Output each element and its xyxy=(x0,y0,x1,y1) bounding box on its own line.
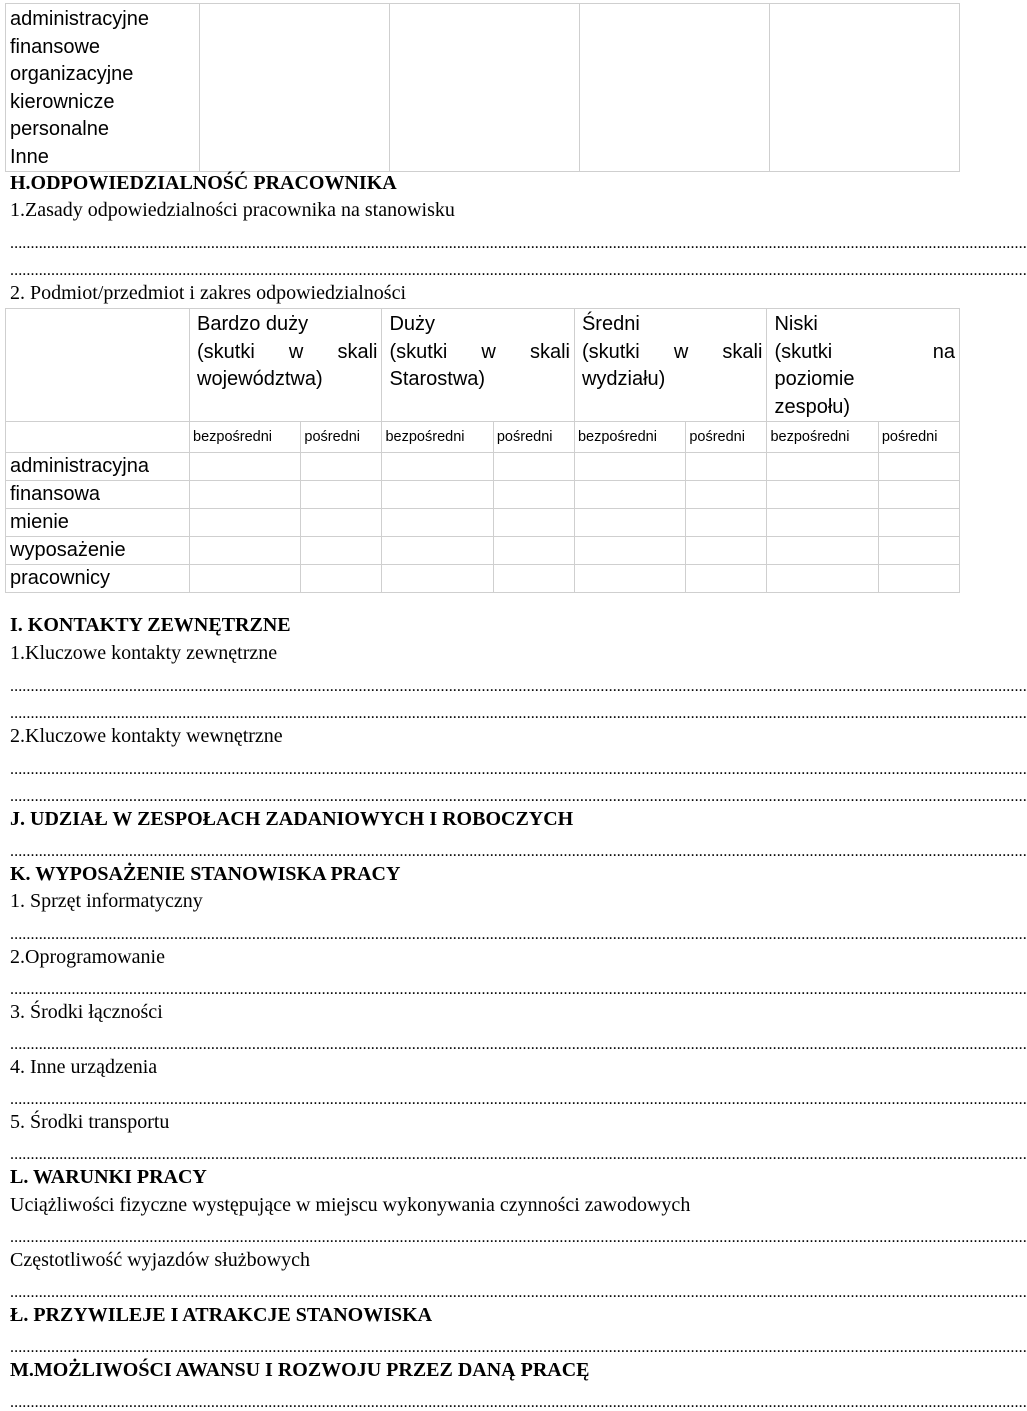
subheader-indirect: pośredni xyxy=(301,422,382,453)
corner-cell xyxy=(6,422,190,453)
table-cell[interactable] xyxy=(190,565,301,593)
subheader-indirect: pośredni xyxy=(493,422,574,453)
table-row xyxy=(6,565,960,593)
row-label: wyposażenie xyxy=(6,537,190,565)
subheader-direct: bezpośredni xyxy=(767,422,878,453)
table-cell[interactable] xyxy=(878,481,959,509)
section-l-item2: Częstotliwość wyjazdów służbowych xyxy=(10,1249,310,1271)
section-i-item2: 2.Kluczowe kontakty wewnętrzne xyxy=(10,725,283,747)
table-row xyxy=(6,509,960,537)
table-cell[interactable] xyxy=(382,509,493,537)
table-cell[interactable] xyxy=(493,453,574,481)
table-row xyxy=(6,453,960,481)
table-cell[interactable] xyxy=(686,537,767,565)
table-cell[interactable] xyxy=(493,509,574,537)
subheader-indirect: pośredni xyxy=(878,422,959,453)
section-l-heading: L. WARUNKI PRACY xyxy=(10,1166,207,1188)
subheader-indirect: pośredni xyxy=(686,422,767,453)
table-cell[interactable] xyxy=(767,481,878,509)
table-cell[interactable] xyxy=(190,537,301,565)
column-header-small: Niski (skutki na poziomie zespołu) xyxy=(767,309,960,422)
section-k-item: 5. Środki transportu xyxy=(10,1111,170,1133)
section-h-heading: H.ODPOWIEDZIALNOŚĆ PRACOWNIKA xyxy=(10,172,397,194)
table-cell[interactable] xyxy=(686,509,767,537)
table-cell[interactable] xyxy=(382,537,493,565)
fill-line[interactable]: ........................................................................................................................................................................................................................................................ xyxy=(10,678,1027,695)
table-cell[interactable] xyxy=(686,453,767,481)
table-row xyxy=(6,537,960,565)
list-item: personalne xyxy=(10,118,109,140)
fill-line[interactable]: ........................................................................................................................................................................................................................................................ xyxy=(10,1284,1027,1301)
empty-cell[interactable] xyxy=(200,4,390,172)
table-cell[interactable] xyxy=(767,453,878,481)
list-item: administracyjne xyxy=(10,8,149,30)
table-cell[interactable] xyxy=(767,565,878,593)
table-cell[interactable] xyxy=(301,565,382,593)
table-cell[interactable] xyxy=(686,565,767,593)
fill-line[interactable]: ........................................................................................................................................................................................................................................................ xyxy=(10,1339,1027,1356)
table-cell[interactable] xyxy=(301,537,382,565)
table-cell[interactable] xyxy=(301,481,382,509)
table-cell[interactable] xyxy=(493,481,574,509)
fill-line[interactable]: ........................................................................................................................................................................................................................................................ xyxy=(10,262,1027,279)
table-cell[interactable] xyxy=(878,537,959,565)
section-m-heading: M.MOŻLIWOŚCI AWANSU I ROZWOJU PRZEZ DANĄ PRACĘ xyxy=(10,1359,590,1381)
table-cell[interactable] xyxy=(382,481,493,509)
table-cell[interactable] xyxy=(574,481,685,509)
section-k-item: 2.Oprogramowanie xyxy=(10,946,165,968)
fill-line[interactable]: ........................................................................................................................................................................................................................................................ xyxy=(10,1091,1027,1108)
table-cell[interactable] xyxy=(190,481,301,509)
table-cell[interactable] xyxy=(574,509,685,537)
fill-line[interactable]: ........................................................................................................................................................................................................................................................ xyxy=(10,788,1027,805)
table-cell[interactable] xyxy=(493,565,574,593)
table-row xyxy=(6,481,960,509)
list-item: organizacyjne xyxy=(10,63,134,85)
table-cell[interactable] xyxy=(686,481,767,509)
row-label: pracownicy xyxy=(6,565,190,593)
fill-line[interactable]: ........................................................................................................................................................................................................................................................ xyxy=(10,1146,1027,1163)
table-cell[interactable] xyxy=(878,565,959,593)
section-l2-heading: Ł. PRZYWILEJE I ATRAKCJE STANOWISKA xyxy=(10,1304,433,1326)
fill-line[interactable]: ........................................................................................................................................................................................................................................................ xyxy=(10,761,1027,778)
column-header-large: Duży (skutki w skali Starostwa) xyxy=(382,309,574,422)
table-cell[interactable] xyxy=(878,509,959,537)
section-l-item1: Uciążliwości fizyczne występujące w miejscu wykonywania czynności zawodowych xyxy=(10,1194,691,1216)
subheader-direct: bezpośredni xyxy=(190,422,301,453)
top-areas-table xyxy=(5,3,960,172)
table-cell[interactable] xyxy=(301,509,382,537)
table-cell[interactable] xyxy=(190,509,301,537)
subheader-direct: bezpośredni xyxy=(382,422,493,453)
section-j-heading: J. UDZIAŁ W ZESPOŁACH ZADANIOWYCH I ROBOCZYCH xyxy=(10,808,574,830)
top-areas-list xyxy=(6,4,200,172)
table-cell[interactable] xyxy=(767,509,878,537)
fill-line[interactable]: ........................................................................................................................................................................................................................................................ xyxy=(10,705,1027,722)
row-label: finansowa xyxy=(6,481,190,509)
list-item: finansowe xyxy=(10,35,101,58)
row-label: mienie xyxy=(6,509,190,537)
empty-cell[interactable] xyxy=(770,4,960,172)
table-cell[interactable] xyxy=(767,537,878,565)
table-cell[interactable] xyxy=(493,537,574,565)
fill-line[interactable]: ........................................................................................................................................................................................................................................................ xyxy=(10,926,1027,943)
table-cell[interactable] xyxy=(574,453,685,481)
table-cell[interactable] xyxy=(878,453,959,481)
list-item: kierownicze xyxy=(10,90,115,113)
section-k-heading: K. WYPOSAŻENIE STANOWISKA PRACY xyxy=(10,863,401,885)
fill-line[interactable]: ........................................................................................................................................................................................................................................................ xyxy=(10,981,1027,998)
table-cell[interactable] xyxy=(301,453,382,481)
section-h-item1: 1.Zasady odpowiedzialności pracownika na stanowisku xyxy=(10,199,455,221)
column-header-very-large: Bardzo duży (skutki w skali województwa) xyxy=(190,309,382,422)
section-i-item1: 1.Kluczowe kontakty zewnętrzne xyxy=(10,642,278,664)
fill-line[interactable]: ........................................................................................................................................................................................................................................................ xyxy=(10,235,1027,252)
table-cell[interactable] xyxy=(382,565,493,593)
section-k-item: 1. Sprzęt informatyczny xyxy=(10,890,203,912)
section-k-item: 3. Środki łączności xyxy=(10,1001,163,1023)
section-k-item: 4. Inne urządzenia xyxy=(10,1056,158,1078)
empty-cell[interactable] xyxy=(390,4,580,172)
fill-line[interactable]: ........................................................................................................................................................................................................................................................ xyxy=(10,1229,1027,1246)
corner-cell xyxy=(6,309,190,422)
column-header-medium: Średni (skutki w skali wydziału) xyxy=(574,309,766,422)
section-i-heading: I. KONTAKTY ZEWNĘTRZNE xyxy=(10,614,291,636)
fill-line[interactable]: ........................................................................................................................................................................................................................................................ xyxy=(10,1394,1027,1411)
subheader-direct: bezpośredni xyxy=(574,422,685,453)
table-cell[interactable] xyxy=(574,537,685,565)
table-cell[interactable] xyxy=(190,453,301,481)
list-item: Inne xyxy=(10,145,49,168)
section-h-item2: 2. Podmiot/przedmiot i zakres odpowiedzialności xyxy=(10,282,407,304)
table-cell[interactable] xyxy=(382,453,493,481)
table-cell[interactable] xyxy=(574,565,685,593)
impact-table xyxy=(5,308,960,593)
row-label: administracyjna xyxy=(6,453,190,481)
fill-line[interactable]: ........................................................................................................................................................................................................................................................ xyxy=(10,843,1027,860)
empty-cell[interactable] xyxy=(580,4,770,172)
fill-line[interactable]: ........................................................................................................................................................................................................................................................ xyxy=(10,1036,1027,1053)
